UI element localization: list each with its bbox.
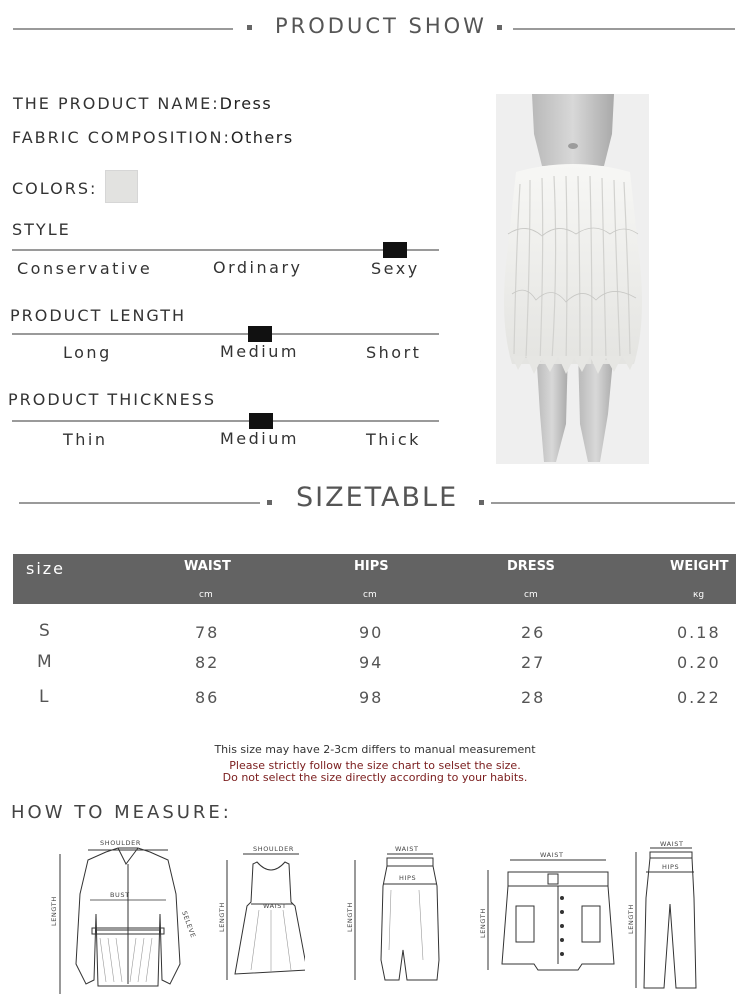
thickness-title: PRODUCT THICKNESS [8,390,216,409]
skirt-waist-label: WAIST [395,845,419,853]
unit-waist: cm [199,590,213,600]
col-header-weight: WEIGHT [670,559,729,574]
table-row-s-dress: 26 [521,623,546,642]
habit-warning: Do not select the size directly according to your habits. [222,771,528,784]
sizetable-rule-left [19,502,260,504]
table-row-s-waist: 78 [195,623,220,642]
product-show-title: PRODUCT SHOW [275,14,487,38]
jacket-sleeve-label: SELEVE [180,909,198,940]
size-chart-warning: Please strictly follow the size chart to selset the size. [229,759,521,772]
sizetable-title: SIZETABLE [296,482,459,513]
table-row-l-waist: 86 [195,688,220,707]
how-to-measure-title: HOW TO MEASURE: [11,802,232,823]
thickness-option-thin: Thin [63,430,108,449]
trousers-measure-diagram [624,838,714,994]
jacket-measure-diagram [48,834,208,994]
col-header-size: size [26,559,66,578]
table-row-m-size: M [37,652,52,672]
col-header-hips: HIPS [354,559,389,574]
jacket-bust-label: BUST [110,891,130,899]
trousers-waist-label: WAIST [660,840,684,848]
skirt-hips-label: HIPS [399,874,417,882]
dress-shoulder-label: SHOULDER [253,845,294,853]
fabric-value: Others [230,128,294,147]
header-dot-right [497,25,502,30]
header-rule-left [13,28,233,30]
col-header-waist: WAIST [184,559,231,574]
fabric-composition [12,128,294,147]
style-option-ordinary: Ordinary [213,258,303,277]
header-rule-right [513,28,735,30]
thickness-marker [249,413,273,429]
table-row-l-dress: 28 [521,688,546,707]
dress-length-label: LENGTH [218,902,226,932]
product-name [13,94,272,113]
style-title: STYLE [12,220,71,239]
col-header-dress: DRESS [507,559,555,574]
thickness-option-medium: Medium [220,429,299,448]
product-name-label: THE PRODUCT NAME: [13,94,220,113]
table-row-m-hips: 94 [359,653,384,672]
length-title: PRODUCT LENGTH [10,306,187,325]
length-option-medium: Medium [220,342,299,361]
unit-weight: кg [693,590,705,600]
mannequin-skirt-illustration [496,94,649,464]
trousers-length-label: LENGTH [627,904,635,934]
colors-label: COLORS: [12,179,98,198]
product-name-value: Dress [219,94,273,113]
style-option-conservative: Conservative [17,259,153,278]
table-row-l-size: L [39,687,49,707]
dress-measure-diagram [215,840,305,990]
table-row-l-weight: 0.22 [677,688,721,707]
style-option-sexy: Sexy [371,259,420,278]
thickness-option-thick: Thick [366,430,421,449]
sizetable-dot-left [267,500,272,505]
table-row-l-hips: 98 [359,688,384,707]
mini-skirt-length-label: LENGTH [479,908,487,938]
skirt-measure-diagram [343,840,443,990]
jacket-shoulder-label: SHOULDER [100,839,141,847]
fabric-label: FABRIC COMPOSITION: [12,128,231,147]
measurement-note: This size may have 2-3cm differs to manual measurement [214,743,536,756]
skirt-length-label: LENGTH [346,902,354,932]
jacket-length-label: LENGTH [50,896,58,926]
trousers-hips-label: HIPS [662,863,680,871]
dress-waist-label: WAIST [263,902,287,910]
mini-skirt-waist-label: WAIST [540,851,564,859]
length-option-short: Short [366,343,422,362]
product-photo [496,94,649,464]
length-scale-line [12,333,439,335]
thickness-scale-line [12,420,439,422]
length-option-long: Long [63,343,112,362]
mini-skirt-measure-diagram [478,846,618,976]
unit-hips: cm [363,590,377,600]
sizetable-dot-right [479,500,484,505]
table-row-m-waist: 82 [195,653,220,672]
length-marker [248,326,272,342]
style-marker [383,242,407,258]
color-swatch-white[interactable] [105,170,138,203]
sizetable-rule-right [491,502,735,504]
table-row-m-dress: 27 [521,653,546,672]
header-dot-left [247,25,252,30]
table-row-s-hips: 90 [359,623,384,642]
unit-dress: cm [524,590,538,600]
style-scale-line [12,249,439,251]
table-row-m-weight: 0.20 [677,653,721,672]
table-row-s-size: S [39,621,50,641]
table-row-s-weight: 0.18 [677,623,721,642]
